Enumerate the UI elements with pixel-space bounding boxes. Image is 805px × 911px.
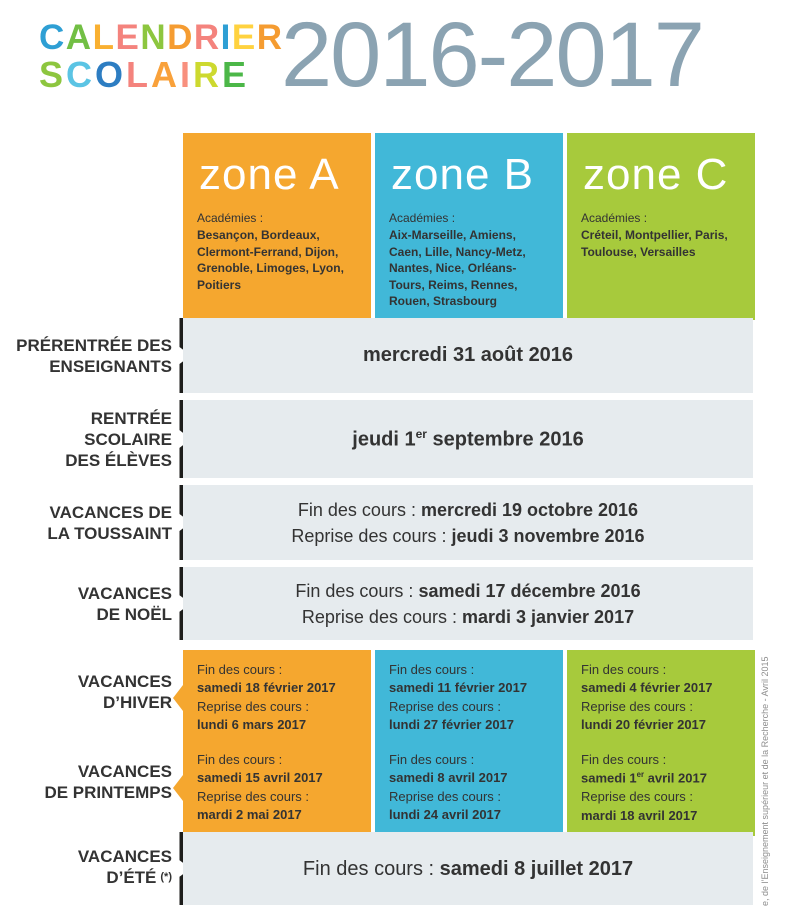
zone-c-title: zone C: [583, 150, 729, 199]
logo-letter: A: [65, 18, 93, 57]
row-toussaint-label: VACANCES DE LA TOUSSAINT: [47, 502, 172, 543]
row-hiver-label: VACANCES D’HIVER: [77, 671, 172, 712]
zone-a-header: [183, 133, 371, 320]
row-rentree: [0, 400, 805, 478]
row-noel: [0, 567, 805, 640]
logo-letter: E: [222, 54, 250, 95]
zone-c-header: [567, 133, 755, 320]
logo-letter: C: [39, 18, 66, 57]
row-ete: [0, 832, 805, 905]
logo-letter: E: [115, 18, 141, 57]
fin-des-cours: Fin des cours : samedi 8 juillet 2017: [302, 857, 634, 880]
row-rentree-label: RENTRÉE SCOLAIRE DES ÉLÈVES: [65, 408, 172, 470]
logo-letter: C: [66, 54, 96, 95]
row-prerentree-label: PRÉRENTRÉE DES ENSEIGNANTS: [16, 335, 172, 376]
logo-letter: S: [39, 54, 67, 95]
logo-letter: R: [193, 18, 221, 57]
zone-b-header: [375, 133, 563, 320]
printemps-zone-b-cell: Fin des cours : samedi 8 avril 2017 Reprise des cours : lundi 24 avril 2017: [375, 740, 563, 836]
school-year-title: 2016-2017: [281, 4, 703, 106]
logo-letter: E: [231, 18, 257, 57]
row-ete-label: VACANCES D’ÉTÉ (*): [77, 847, 172, 887]
fin-des-cours: Fin des cours : mercredi 19 octobre 2016: [297, 499, 639, 520]
zone-b-academies-label: Académies :: [389, 211, 456, 225]
row-printemps-cells: [183, 740, 755, 823]
row-noel-band: [183, 567, 753, 640]
zone-a-academies-list: Besançon, Bordeaux, Clermont-Ferrand, Dijon, Grenoble, Limoges, Lyon, Poitiers: [197, 228, 344, 292]
row-noel-label: VACANCES DE NOËL: [77, 583, 172, 624]
printemps-zone-c-cell: Fin des cours : samedi 1er avril 2017 Reprise des cours : mardi 18 avril 2017: [567, 740, 755, 836]
logo-letter: D: [167, 18, 194, 57]
row-rentree-band: [183, 400, 753, 478]
zone-b-academies-list: Aix-Marseille, Amiens, Caen, Lille, Nancy-Metz, Nantes, Nice, Orléans-Tours, Reims, Rennes, Rouen, Strasbourg: [389, 228, 526, 309]
zone-a-title: zone A: [199, 150, 340, 199]
logo-letter: A: [151, 54, 181, 95]
row-prerentree: [0, 318, 805, 393]
row-prerentree-band: [183, 318, 753, 393]
logo-line-calendrier: [39, 20, 284, 56]
zone-header: [183, 133, 755, 310]
row-printemps: [0, 740, 805, 823]
logo-line-scolaire: [39, 56, 284, 93]
logo-letter: I: [180, 54, 194, 95]
logo-letter: R: [256, 18, 284, 57]
row-hiver: [0, 650, 805, 733]
row-printemps-label: VACANCES DE PRINTEMPS: [44, 761, 172, 802]
zone-a-academies-label: Académies :: [197, 211, 264, 225]
row-hiver-cells: [183, 650, 755, 733]
prerentree-date: mercredi 31 août 2016: [362, 344, 574, 366]
hiver-zone-c-cell: Fin des cours : samedi 4 février 2017 Reprise des cours : lundi 20 février 2017: [567, 650, 755, 746]
hiver-zone-b-cell: Fin des cours : samedi 11 février 2017 Reprise des cours : lundi 27 février 2017: [375, 650, 563, 746]
fin-des-cours: Fin des cours : samedi 17 décembre 2016: [295, 580, 641, 601]
printemps-zone-a-cell: Fin des cours : samedi 15 avril 2017 Reprise des cours : mardi 2 mai 2017: [183, 740, 371, 836]
logo-letter: N: [140, 18, 168, 57]
hiver-zone-a-cell: Fin des cours : samedi 18 février 2017 Reprise des cours : lundi 6 mars 2017: [183, 650, 371, 746]
logo-letter: I: [220, 18, 232, 57]
logo-letter: L: [92, 18, 116, 57]
app-logo: [39, 20, 284, 93]
row-ete-band: [183, 832, 753, 905]
logo-letter: L: [126, 54, 152, 95]
logo-letter: O: [95, 54, 127, 95]
reprise-des-cours: Reprise des cours : jeudi 3 novembre 2016: [291, 525, 645, 546]
zone-b-title: zone B: [391, 150, 534, 199]
rentree-date: jeudi 1er septembre 2016: [352, 426, 584, 451]
footnote-marker: (*): [160, 871, 172, 883]
zone-c-academies-label: Académies :: [581, 211, 648, 225]
zone-c-academies-list: Créteil, Montpellier, Paris, Toulouse, Versailles: [581, 228, 728, 259]
reprise-des-cours: Reprise des cours : mardi 3 janvier 2017: [301, 606, 635, 627]
row-toussaint-band: [183, 485, 753, 560]
row-toussaint: [0, 485, 805, 560]
credit-text: e, de l’Enseignement supérieur et de la Recherche - Avril 2015: [760, 656, 770, 906]
logo-letter: R: [193, 54, 223, 95]
